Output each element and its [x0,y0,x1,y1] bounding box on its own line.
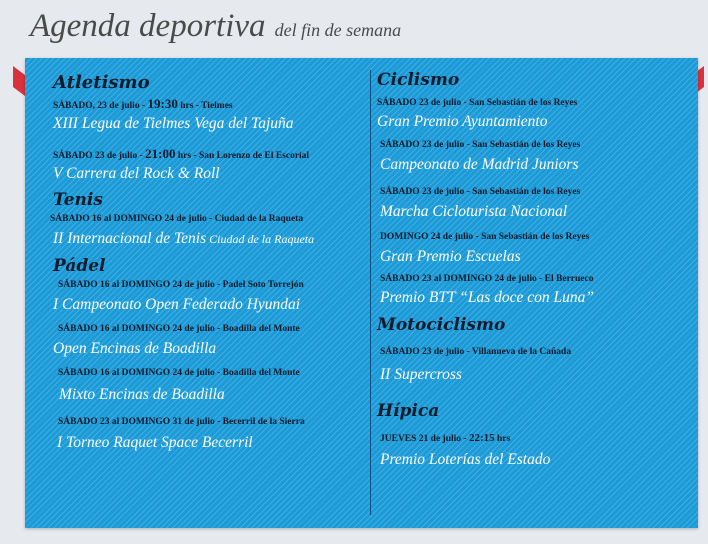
event-name-text: II Internacional de Tenis [53,230,207,247]
section-title-padel: Pádel [53,256,106,276]
event-name: Premio BTT “Las doce con Luna” [380,289,595,306]
event-name: Gran Premio Ayuntamiento [377,113,548,130]
event-name: XIII Legua de Tielmes Vega del Tajuña [53,115,294,132]
event-date [380,431,695,446]
event-date [53,147,368,163]
section-title-atletismo: Atletismo [53,72,150,93]
event-date: SÁBADO 16 al DOMINGO 24 de julio - Boadilla del Monte [58,324,300,334]
event-date: SÁBADO 23 de julio - San Sebastián de los Reyes [380,187,581,197]
ribbon-left-decoration [13,66,25,96]
event-place: hrs - San Lorenzo de El Escorial [175,151,310,161]
event-date: SÁBADO 16 al DOMINGO 24 de julio - Padel Soto Torrejón [58,280,304,290]
event-name: Mixto Encinas de Boadilla [59,386,225,403]
section-title-tenis: Tenis [53,190,103,210]
event-date: SÁBADO 16 al DOMINGO 24 de julio - Boadilla del Monte [58,368,300,378]
event-place: hrs - Tielmes [177,101,233,111]
event-name: Premio Loterías del Estado [380,451,551,468]
section-title-hipica: Hípica [377,401,440,421]
event-date: SÁBADO 16 al DOMINGO 24 de julio - Ciudad de la Raqueta [50,214,304,224]
event-name: Open Encinas de Boadilla [53,340,217,357]
event-name: II Supercross [380,366,462,383]
left-column [50,71,368,453]
event-name: V Carrera del Rock & Roll [53,165,220,182]
section-title-motociclismo: Motociclismo [377,315,506,335]
page-header [30,8,401,45]
event-place: hrs [494,434,511,444]
event-name [53,229,368,249]
event-time: 21:00 [145,146,176,161]
event-name: Marcha Cicloturista Nacional [380,203,568,220]
page-subtitle: del fin de semana [274,20,402,40]
event-name: Campeonato de Madrid Juniors [380,156,579,173]
event-name: I Torneo Raquet Space Becerril [57,434,253,451]
event-venue-text: Ciudad de la Raqueta [206,232,315,246]
event-date [53,97,368,113]
event-date: SÁBADO 23 de julio - San Sebastián de los Reyes [377,98,578,108]
column-divider [370,70,371,515]
event-time: 19:30 [147,96,178,111]
event-date: SÁBADO 23 de julio - Villanueva de la Cañada [380,347,572,357]
event-date-text: JUEVES 21 de julio - [380,434,469,444]
event-name: Gran Premio Escuelas [380,248,521,265]
event-time: 22:15 [468,432,495,444]
event-name: I Campeonato Open Federado Hyundai [53,296,301,313]
event-date: DOMINGO 24 de julio - San Sebastián de los Reyes [380,232,590,242]
event-date: SÁBADO 23 al DOMINGO 31 de julio - Becerril de la Sierra [58,417,305,427]
event-date-text: SÁBADO 23 de julio - [53,151,146,161]
page-title: Agenda deportiva [30,8,266,44]
event-date: SÁBADO 23 al DOMINGO 24 de julio - El Berrueco [380,274,594,284]
section-title-ciclismo: Ciclismo [377,70,460,90]
event-date: SÁBADO 23 de julio - San Sebastián de los Reyes [380,140,581,150]
right-column [377,68,695,470]
event-date-text: SÁBADO, 23 de julio - [53,101,148,111]
